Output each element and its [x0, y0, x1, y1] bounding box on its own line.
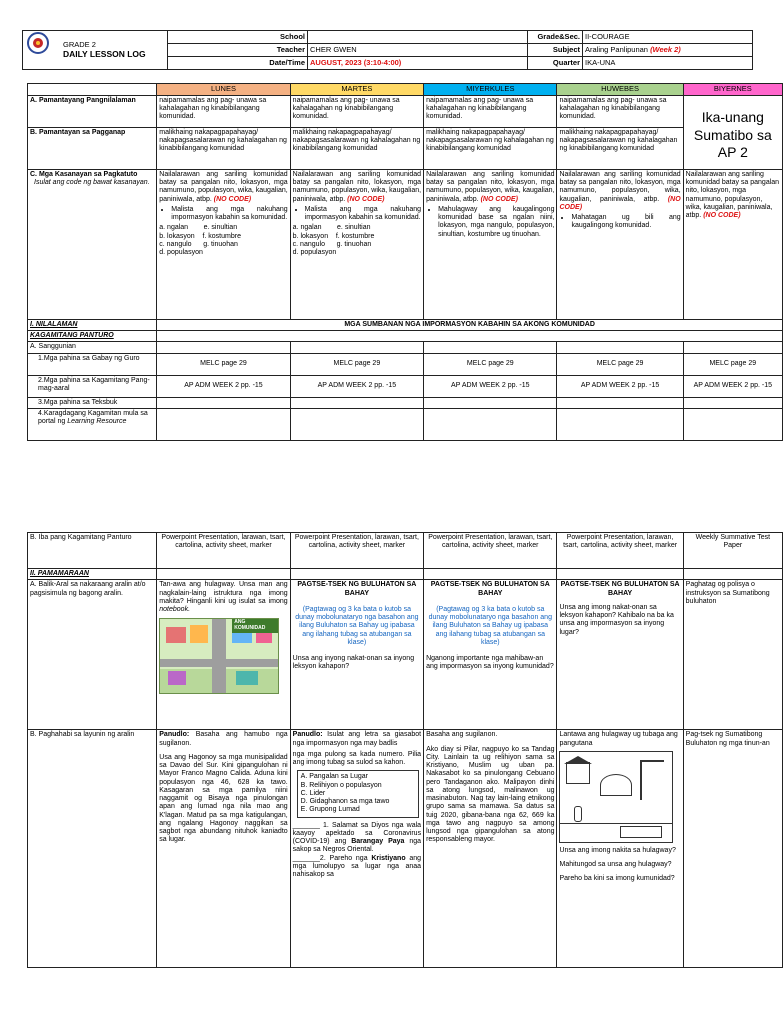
- subject-value: Araling Panlipunan (Week 2): [583, 44, 753, 57]
- balik-label: A. Balik-Aral sa nakaraang aralin at/o pagsisimula ng bagong aralin.: [28, 580, 157, 730]
- row-c-sub: Isulat ang code ng bawat kasanayan.: [34, 179, 150, 187]
- day-huwebes: HUWEBES: [557, 84, 683, 96]
- paghahabi-thu: Lantawa ang hulagway ug tubaga ang pangutana Unsa ang imong nakita sa hulagway? Mahitungod sa unsa ang hulagway? Pareho ba kini sa imong kumunidad?: [557, 730, 683, 968]
- bullet-tue: • Malista ang mga nakuhang impormasyon kabahin sa komunidad.: [305, 206, 421, 223]
- row-b-wed: malikhaing nakapagpapahayag/ nakapagsasalarawan ng kahalagahan ng kinabibilangang komunidad: [424, 127, 557, 169]
- pagtse-blue-tue: (Pagtawag og 3 ka bata o kutob sa dunay mobolunataryo nga basahon ang ilang Buluhaton sa Bahay ug ipabasa ang ilahang tubag sa atubangan sa klase): [295, 605, 419, 646]
- row-b-label: B. Pamantayan sa Pagganap: [28, 127, 157, 169]
- pamamaraan-label: II. PAMAMARAAN: [28, 569, 157, 580]
- teacher-value: CHER GWEN: [308, 44, 528, 57]
- tue-q1: _______ 1. Salamat sa Diyos nga wala kaayoy apektado sa Coronavirus (COVID-19) ang Barangay Paya nga sakop sa Negros Oriental.: [292, 821, 422, 854]
- row-b-mon: malikhaing nakapagpapahayag/ nakapagsasalarawan ng kahalagahan ng kinabibilangang komunidad: [157, 127, 290, 169]
- row-c-label-cell: [28, 169, 157, 319]
- lower-table: [27, 532, 783, 968]
- list-mon-0: a. ngalan e. sinultian: [159, 224, 238, 232]
- iba-tue: Powerpoint Presentation, larawan, tsart, cartolina, activity sheet, marker: [290, 533, 423, 569]
- iba-mon: Powerpoint Presentation, larawan, tsart, cartolina, activity sheet, marker: [157, 533, 290, 569]
- paghahabi-mon: Panudlo: Basaha ang hamubo nga sugilanon. Usa ang Hagonoy sa mga munisipalidad sa Davao del Sur. Kini gipangulohan ni Mayor Franco Magno Calida. Aduna kini populasyon nga 46, 628 ka tawo. Kasagaran sa mga pamilya niini naggamit og Bisaya nga pinulongan apan ang lumad nga nila mao ang K'lagan. Matud pa sa mga katigulangan, ang ngalang Hagonoy naggikan sa sagbot nga abundang nituhok kaniadto sa lugar.: [157, 730, 290, 968]
- day-biyernes: BIYERNES: [683, 84, 782, 96]
- iba-wed: Powerpoint Presentation, larawan, tsart, cartolina, activity sheet, marker: [424, 533, 557, 569]
- big-fri-cell: [683, 95, 782, 169]
- balik-wed: [424, 580, 557, 730]
- row-c-wed: Nailalarawan ang sariling komunidad batay sa pangalan nito, lokasyon, mga namumuno, populasyon, wika, kaugalian, paniniwala, atbp. (NO CODE) • Mahulagway ang kaugalingong komunidad base sa ngalan niini, lokasyon, mga nangulo, populasyon, sinultian, kostumbre ug tinuohan.: [424, 169, 557, 319]
- paghahabi-label: B. Paghahabi sa layunin ng aralin: [28, 730, 157, 968]
- pagtse-title-thu: PAGTSE-TSEK NG BULUHATON SA BAHAY: [560, 581, 680, 597]
- teksbuk-label: 3.Mga pahina sa Teksbuk: [28, 397, 157, 408]
- gabay-label: 1.Mga pahina sa Gabay ng Guro: [28, 353, 157, 375]
- pagtse-q-wed: Nganong importante nga mahibaw-an ang impormasyon sa inyong kumunidad?: [426, 655, 554, 671]
- day-lunes: LUNES: [157, 84, 290, 96]
- kagamitan-pang-label: 2.Mga pahina sa Kagamitang Pang-mag-aaral: [28, 375, 157, 397]
- playground-illustration: [559, 751, 673, 843]
- balik-fri: Paghatag og polisya o instruksyon sa Sumatibong buluhaton: [683, 580, 782, 730]
- list-mon-2: c. nangulo g. tinuohan: [159, 240, 238, 248]
- iba-thu: Powerpoint Presentation, larawan, tsart, cartolina, activity sheet, marker: [557, 533, 683, 569]
- pagtse-q-thu: Unsa ang imong nakat-onan sa leksyon kahapon? Kahibalo na ba ka unsa ang impormasyon sa inyong lugar?: [559, 603, 674, 636]
- paghahabi-tue: Panudlo: Isulat ang letra sa giasabot nga impormasyon nga may badlis nga mga pulong sa kada numero. Pilia ang imong tubag sa sulod sa kahon. A. Pangalan sa Lugar B. Relihiyon o populasyon C. Lider D. Gidaghanon sa mga tawo E. Grupong Lumad _______ 1. Salamat sa Diyos nga wala kaayoy apektado sa Coronavirus (COVID-19) ang Barangay Paya nga sakop sa Negros Oriental. _______2. Pareho nga Kristiyano ang mga lumolupyo sa lugar nga anaa nahisakop sa: [290, 730, 423, 968]
- gabay-mon: MELC page 29: [157, 353, 290, 375]
- row-a-tue: naipamamalas ang pag- unawa sa kahalagahan ng kinabibilangang komunidad.: [290, 95, 423, 127]
- kagamitan-label: KAGAMITANG PANTURO: [28, 331, 157, 342]
- adm-wed: AP ADM WEEK 2 pp. -15: [424, 375, 557, 397]
- mon-story: Usa ang Hagonoy sa mga munisipalidad sa Davao del Sur. Kini gipangulohan ni Mayor Franco Magno Calida. Aduna kini populasyon nga 46, 628 ka tawo. Kasagaran sa mga pamilya niini naggamit og Bisaya nga pinulongan apan ang lumad nga nila mao ang K'lagan. Matud pa sa mga katigulangan, ang ngalang Hagonoy naggikan sa sagbot nga abundang nituhok kaniadto sa lugar.: [159, 753, 288, 844]
- iba-label: B. Iba pang Kagamitang Panturo: [28, 533, 157, 569]
- row-a-thu: naipamamalas ang pag- unawa sa kahalagahan ng kinabibilangang komunidad.: [557, 95, 683, 127]
- options-box: A. Pangalan sa Lugar B. Relihiyon o populasyon C. Lider D. Gidaghanon sa mga tawo E. Grupong Lumad: [297, 770, 419, 817]
- upper-table: [27, 83, 783, 441]
- balik-mon: Tan-awa ang hulagway. Unsa man ang nagkalain-laing istruktura nga imong makita? Hinganli kini ug isulat sa imong notebook. ANG KOMUNIDAD: [157, 580, 290, 730]
- list-tue-3: d. populasyon: [292, 249, 337, 257]
- adm-tue: AP ADM WEEK 2 pp. -15: [290, 375, 423, 397]
- adm-mon: AP ADM WEEK 2 pp. -15: [157, 375, 290, 397]
- subject-week: (Week 2): [650, 44, 681, 54]
- date-value: AUGUST, 2023 (3:10-4:00): [308, 57, 528, 70]
- pagtse-title-wed: PAGTSE-TSEK NG BULUHATON SA BAHAY: [430, 581, 550, 597]
- pagtse-title-tue: PAGTSE-TSEK NG BULUHATON SA BAHAY: [297, 581, 417, 597]
- balik-tue: [290, 580, 423, 730]
- grade-sec-value: II-COURAGE: [583, 31, 753, 44]
- gabay-wed: MELC page 29: [424, 353, 557, 375]
- gabay-thu: MELC page 29: [557, 353, 683, 375]
- row-a-mon: naipamamalas ang pag- unawa sa kahalagahan ng kinabibilangang komunidad.: [157, 95, 290, 127]
- paghahabi-wed: Basaha ang sugilanon. Ako diay si Pilar, nagpuyo ko sa Tandag City. Lainlain ta ug relihiyon sama sa Kristiyano, Muslim ug uban pa. Nakasabot ko sa pinulongang Cebuano pero Tandaganon ako. Malipayon dinhi sa atong lungsod, malinawon ug masinabuton. Nag tay lain-laing etnikong grupo sama sa mamawa. Sa datus sa tuig 2020, gibana-bana nga 62, 669 ka mga tawo ang nagpuyo sa among lungsod nga gipangulohan sa atong responsableng mayor.: [424, 730, 557, 968]
- gabay-fri: MELC page 29: [683, 353, 782, 375]
- balik-thu: [557, 580, 683, 730]
- nilalaman-text: MGA SUMBANAN NGA IMPORMASYON KABAHIN SA AKONG KOMUNIDAD: [157, 319, 783, 330]
- header-table: [22, 30, 753, 70]
- komunidad-sign: ANG KOMUNIDAD: [232, 619, 278, 633]
- karagdagang-label: 4.Karagdagang Kagamitan mula sa portal ng Learning Resource: [28, 408, 157, 440]
- bullet-wed: • Mahulagway ang kaugalingong komunidad base sa ngalan niini, lokasyon, mga nangulo, populasyon, sinultian, kostumbre ug tinuohan.: [438, 206, 554, 239]
- quarter-label: Quarter: [528, 57, 583, 70]
- teacher-label: Teacher: [168, 44, 308, 57]
- row-b-tue: malikhaing nakapagpapahayag/ nakapagsasalarawan ng kahalagahan ng kinabibilangang komunidad: [290, 127, 423, 169]
- bullet-thu: • Mahatagan ug bili ang kaugalingong komunidad.: [571, 214, 680, 231]
- sanggunian-label: A. Sanggunian: [28, 342, 157, 353]
- list-mon-1: b. lokasyon f. kostumbre: [159, 232, 241, 240]
- row-a-wed: naipamamalas ang pag- unawa sa kahalagahan ng kinabibilangang komunidad.: [424, 95, 557, 127]
- row-a-label: A. Pamantayang Pangnilalaman: [28, 95, 157, 127]
- bullet-mon: • Malista ang mga nakuhang impormasyon kabahin sa komunidad.: [171, 206, 287, 223]
- list-tue-2: c. nangulo g. tinuohan: [292, 240, 372, 248]
- paghahabi-fri: Pag-tsek ng Sumatibong Buluhaton ng mga tinun-an: [683, 730, 782, 968]
- row-c-fri: Nailalarawan ang sariling komunidad batay sa pangalan nito, lokasyon, mga namumuno, populasyon, wika, kaugalian, paniniwala, atbp. (NO CODE): [683, 169, 782, 319]
- wed-story: Ako diay si Pilar, nagpuyo ko sa Tandag City. Lainlain ta ug relihiyon sama sa Kristiyano, Muslim ug uban pa. Nakasabot ko sa pinulongang Cebuano pero Tandaganon ako. Malipayon dinhi sa atong lungsod, malinawon ug masinabuton. Nag tay lain-laing etnikong grupo sama sa mamawa. Sa datus sa tuig 2020, gibana-bana nga 62, 669 ka mga tawo ang nagpuyo sa among lungsod nga gipangulohan sa atong responsableng mayor.: [426, 745, 555, 844]
- adm-fri: AP ADM WEEK 2 pp. -15: [683, 375, 782, 397]
- quarter-value: IKA-UNA: [583, 57, 753, 70]
- gabay-tue: MELC page 29: [290, 353, 423, 375]
- summative-title: Ika-unang Sumatibo sa AP 2: [693, 109, 772, 161]
- log-title: DAILY LESSON LOG: [63, 49, 146, 60]
- row-c-mon: Nailalarawan ang sariling komunidad batay sa pangalan nito, lokasyon, mga namumuno, populasyon, wika, kaugalian, paniniwala, atbp. (NO CODE) • Malista ang mga nakuhang impormasyon kabahin sa komunidad. a. ngalan e. sinultian b. lokasyon f. kostumbre c. nangulo g. tinuohan d. populasyon: [157, 169, 290, 319]
- row-b-thu: malikhaing nakapagpapahayag/ nakapagsasalarawan ng kahalagahan ng kinabibilangang komunidad: [557, 127, 683, 169]
- grade-sec-label: Grade&Sec.: [528, 31, 583, 44]
- iba-fri: Weekly Summative Test Paper: [683, 533, 782, 569]
- row-c-thu: Nailalarawan ang sariling komunidad batay sa pangalan nito, lokasyon, mga namumuno, populasyon, wika, kaugalian, paniniwala, atbp. (NO CODE) • Mahatagan ug bili ang kaugalingong komunidad.: [557, 169, 683, 319]
- grade-label: GRADE 2: [63, 39, 96, 49]
- row-c-tue: Nailalarawan ang sariling komunidad batay sa pangalan nito, lokasyon, mga namumuno, populasyon, wika, kaugalian, paniniwala, atbp. (NO CODE) • Malista ang mga nakuhang impormasyon kabahin sa komunidad. a. ngalan e. sinultian b. lokasyon f. kostumbre c. nangulo g. tinuohan d. populasyon: [290, 169, 423, 319]
- tue-q2: _______2. Pareho nga Kristiyano ang mga lumolupyo sa lugar nga anaa nahisakop sa: [292, 854, 422, 878]
- list-tue-0: a. ngalan e. sinultian: [292, 224, 371, 232]
- day-miyerkules: MIYERKULES: [424, 84, 557, 96]
- community-illustration: [159, 618, 279, 694]
- adm-thu: AP ADM WEEK 2 pp. -15: [557, 375, 683, 397]
- pagtse-blue-wed: (Pagtawag og 3 ka bata o kutob sa dunay mobolunataryo nga basahon ang ilang Buluhaton sa Bahay ug ipabasa ang ilahang tubag sa atubangan sa klase): [428, 605, 552, 646]
- list-tue-1: b. lokasyon f. kostumbre: [292, 232, 375, 240]
- row-c-label: C. Mga Kasanayan sa Pagkatuto: [30, 170, 138, 178]
- list-mon-3: d. populasyon: [159, 249, 203, 257]
- subject-label: Subject: [528, 44, 583, 57]
- nilalaman-label: I. NILALAMAN: [28, 319, 157, 330]
- school-label: School: [168, 31, 308, 44]
- school-value: [308, 31, 528, 44]
- pagtse-q-tue: Unsa ang inyong nakat-onan sa inyong leksyon kahapon?: [292, 655, 415, 671]
- day-martes: MARTES: [290, 84, 423, 96]
- date-label: Date/Time: [168, 57, 308, 70]
